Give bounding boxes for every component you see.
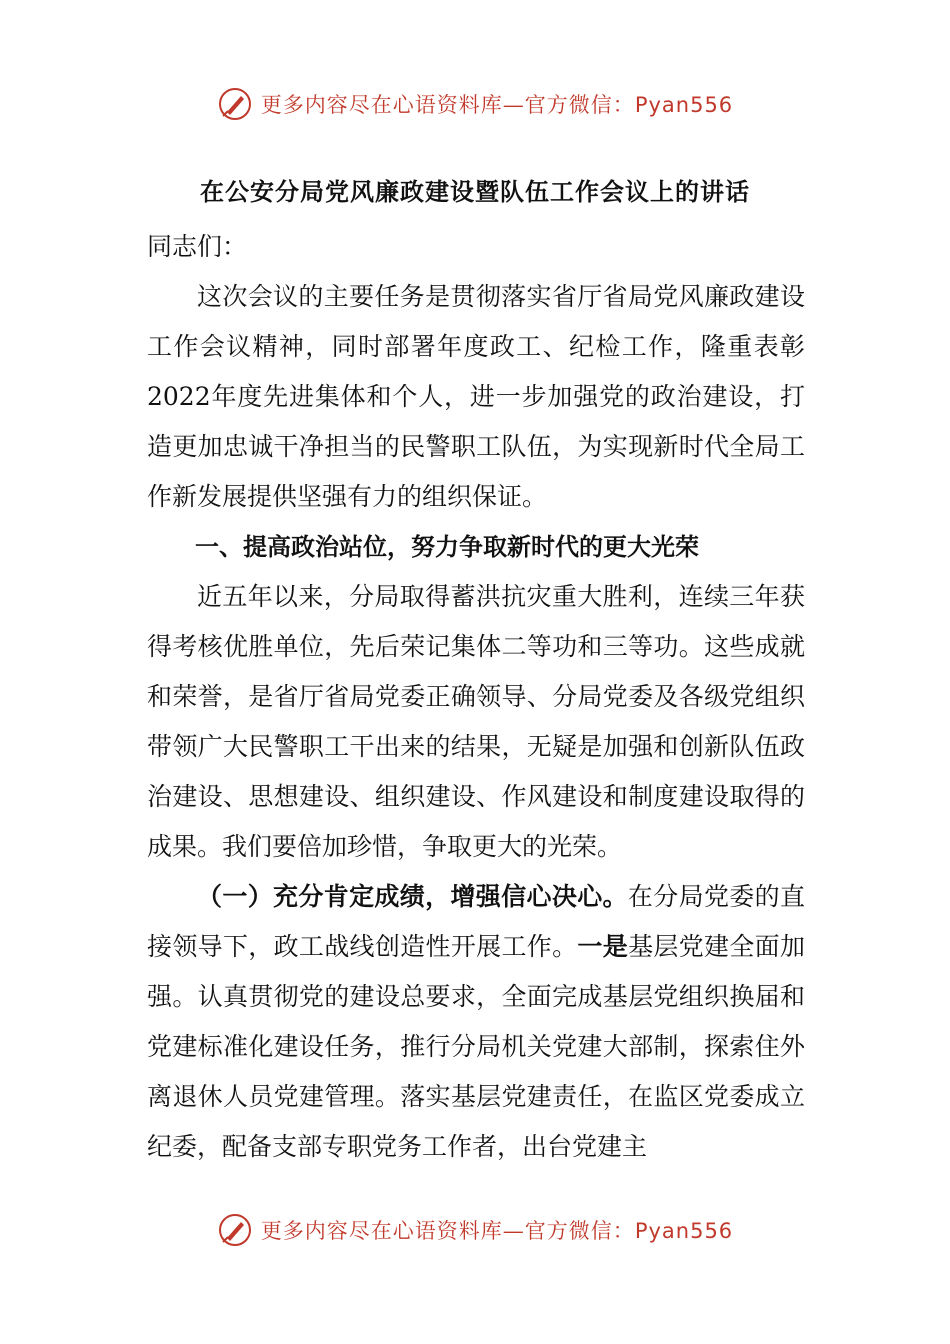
watermark-text: 更多内容尽在心语资料库—官方微信：Pyan556 (260, 1219, 734, 1243)
greeting: 同志们： (147, 232, 248, 261)
pen-logo-icon (217, 86, 253, 122)
subsection-1-heading: （一）充分肯定成绩，增强信心决心。 (197, 882, 628, 911)
watermark-header (0, 82, 950, 126)
section-heading-1: 一、提高政治站位，努力争取新时代的更大光荣 (195, 533, 699, 561)
document-body (147, 222, 805, 1172)
watermark-footer (0, 1208, 950, 1252)
watermark-text: 更多内容尽在心语资料库—官方微信：Pyan556 (260, 93, 734, 117)
intro-paragraph: 这次会议的主要任务是贯彻落实省厅省局党风廉政建设工作会议精神，同时部署年度政工、纪检工作，隆重表彰2022年度先进集体和个人，进一步加强党的政治建设，打造更加忠诚干净担当的民警职工队伍，为实现新时代全局工作新发展提供坚强有力的组织保证。 (147, 282, 805, 511)
pen-logo-icon (217, 1212, 253, 1248)
document-title: 在公安分局党风廉政建设暨队伍工作会议上的讲话 (200, 178, 750, 206)
point-one-label: 一是 (577, 932, 629, 961)
section-1-paragraph: 近五年以来，分局取得蓄洪抗灾重大胜利，连续三年获得考核优胜单位，先后荣记集体二等功和三等功。这些成就和荣誉，是省厅省局党委正确领导、分局党委及各级党组织带领广大民警职工干出来的结果，无疑是加强和创新队伍政治建设、思想建设、组织建设、作风建设和制度建设取得的成果。我们要倍加珍惜，争取更大的光荣。 (147, 582, 805, 861)
subsection-1-paragraph: （一）充分肯定成绩，增强信心决心。在分局党委的直接领导下，政工战线创造性开展工作。一是基层党建全面加强。认真贯彻党的建设总要求，全面完成基层党组织换届和党建标准化建设任务，推行分局机关党建大部制，探索住外离退休人员党建管理。落实基层党建责任，在监区党委成立纪委，配备支部专职党务工作者，出台党建主 (147, 882, 805, 1161)
